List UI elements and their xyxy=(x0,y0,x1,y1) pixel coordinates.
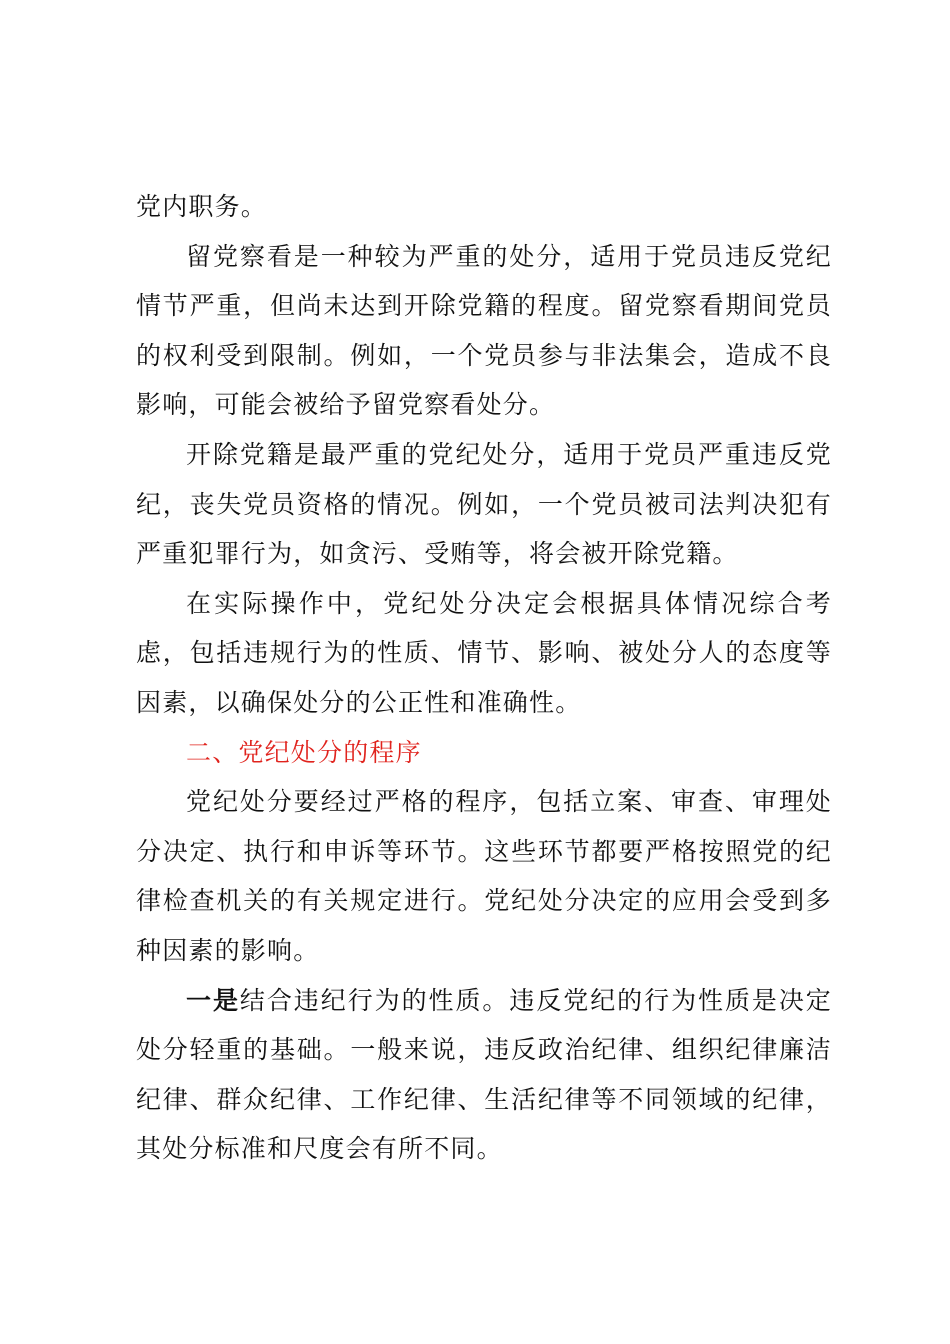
paragraph-continuation: 党内职务。 xyxy=(136,192,268,221)
paragraph-expulsion: 开除党籍是最严重的党纪处分，适用于党员严重违反党纪，丧失党员资格的情况。例如，一个党员被司法判决犯有严重犯罪行为，如贪污、受贿等，将会被开除党籍。 xyxy=(136,439,832,569)
section-heading: 二、党纪处分的程序 xyxy=(186,737,422,767)
document-body xyxy=(136,182,832,1174)
paragraph-first-factor xyxy=(136,976,832,1174)
bold-lead: 一是 xyxy=(186,985,240,1015)
paragraph-practice: 在实际操作中，党纪处分决定会根据具体情况综合考虑，包括违规行为的性质、情节、影响、被处分人的态度等因素，以确保处分的公正性和准确性。 xyxy=(136,588,832,717)
paragraph-first-factor-text: 结合违纪行为的性质。违反党纪的行为性质是决定处分轻重的基础。一般来说，违反政治纪律、组织纪律廉洁纪律、群众纪律、工作纪律、生活纪律等不同领域的纪律，其处分标准和尺度会有所不同。 xyxy=(136,985,833,1164)
paragraph-procedure: 党纪处分要经过严格的程序，包括立案、审查、审理处分决定、执行和申诉等环节。这些环节都要严格按照党的纪律检查机关的有关规定进行。党纪处分决定的应用会受到多种因素的影响。 xyxy=(136,787,832,965)
paragraph-probation: 留党察看是一种较为严重的处分，适用于党员违反党纪情节严重，但尚未达到开除党籍的程度。留党察看期间党员的权利受到限制。例如，一个党员参与非法集会，造成不良影响，可能会被给予留党察看处分。 xyxy=(136,241,832,420)
